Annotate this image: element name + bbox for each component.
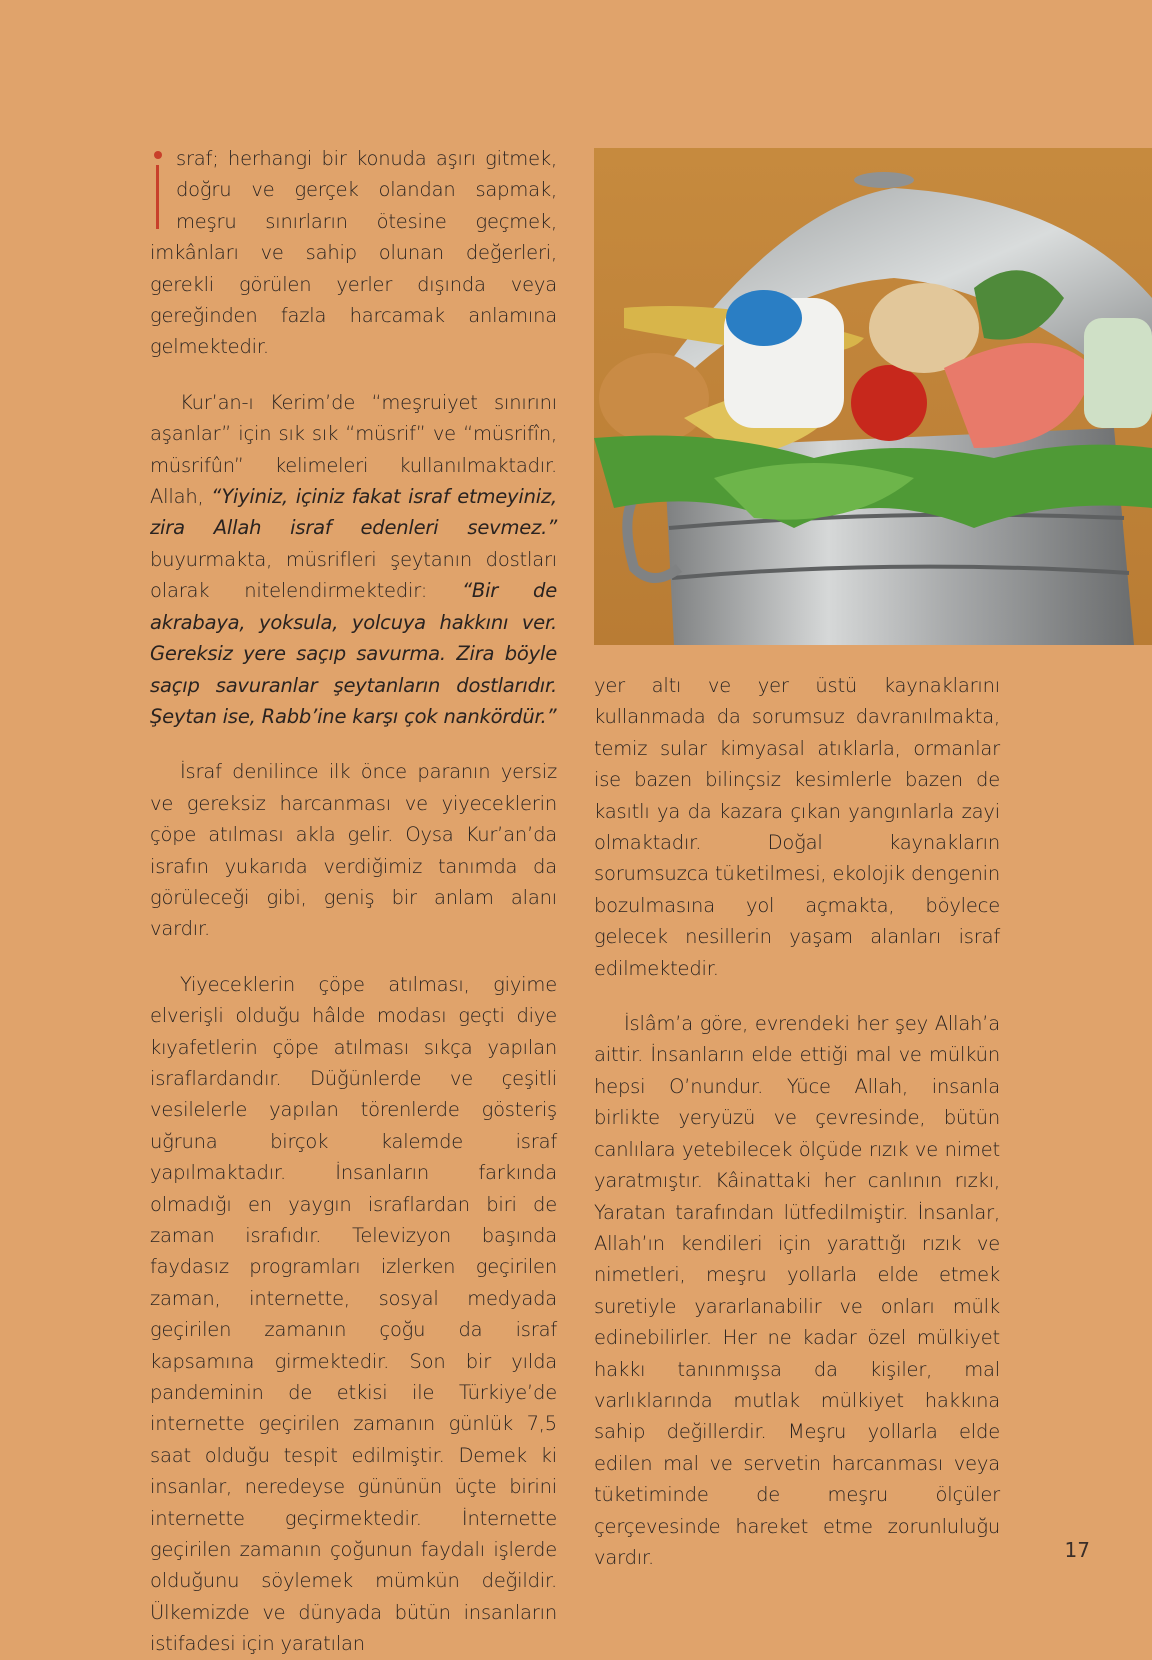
paragraph-intro-text: sraf; herhangi bir konuda aşırı gitmek, doğru ve gerçek olandan sapmak, meşru sınırların ötesine geçmek, imkânları ve sahip olunan değerleri, gerekli görülen yerler dışında veya gereğinden fazla harcamak anlamına gelmektedir. xyxy=(150,147,557,359)
paragraph-resources: yer altı ve yer üstü kaynaklarını kullanmada da sorumsuz davranılmakta, temiz sular kimyasal atıklarla, ormanlar ise bazen bilinçsiz kesimlerle bazen de kasıtlı ya da kazara çıkan yangınlarla zayi olmaktadır. Doğal kaynakların sorumsuzca tüketilmesi, ekolojik dengenin bozulmasına yol açmakta, böylece gelecek nesillerin yaşam alanları israf edilmektedir. xyxy=(594,674,1000,980)
quote-verse-1: “Yiyiniz, içiniz fakat israf etmeyiniz, zira Allah israf edenleri sevmez.” xyxy=(150,485,558,540)
food-waste-illustration xyxy=(594,148,1152,645)
paragraph-islam: İslâm’a göre, evrendeki her şey Allah’a aittir. İnsanların elde ettiği mal ve mülkün hepsi O’nundur. Yüce Allah, insanla birlikte yeryüzü ve çevresinde, bütün canlılara yetebilecek ölçüde rızık ve nimet yaratmıştır. Kâinattaki her canlının rızkı, Yaratan tarafından lütfedilmiştir. İnsanlar, Allah’ın kendileri için yarattığı rızık ve nimetleri, meşru yollarla elde etmek suretiyle yararlanabilir ve onları mülk edinebilirler. Her ne kadar özel mülkiyet hakkı tanınmışsa da kişiler, mal varlıklarında mutlak mülkiyet hakkına sahip değillerdir. Meşru yollarla elde edilen mal ve servetin harcanması veya tüketiminde de meşru ölçüler çerçevesinde hareket etme zorunluluğu vardır. xyxy=(594,1012,1000,1569)
quote-verse-2: “Bir de akrabaya, yoksula, yolcuya hakkını ver. Gereksiz yere saçıp savurma. Zira böyle saçıp savuranlar şeytanların dostlarıdır. Şeytan ise, Rabb’ine karşı çok nankördür.” xyxy=(150,579,557,728)
paragraph-quran-text-b: buyurmakta, müsrifleri şeytanın dostları olarak nitelendirmektedir: xyxy=(150,547,557,603)
drop-cap-dot xyxy=(154,151,162,159)
paragraph-intro xyxy=(150,143,557,363)
paragraph-quran xyxy=(150,387,557,732)
paragraph-meaning: İsraf denilince ilk önce paranın yersiz ve gereksiz harcanması ve yiyeceklerin çöpe atılması akla gelir. Oysa Kur’an’da israfın yukarıda verdiğimiz tanımda da görüleceği gibi, geniş bir anlam alanı vardır. xyxy=(150,760,557,941)
paragraph-examples: Yiyeceklerin çöpe atılması, giyime elverişli olduğu hâlde modası geçti diye kıyafetlerin çöpe atılması sıkça yapılan israflardandır. Düğünlerde ve çeşitli vesilelerle yapılan törenlerde gösteriş uğruna birçok kalemde israf yapılmaktadır. İnsanların farkında olmadığı en yaygın israflardan biri de zaman israfıdır. Televizyon başında faydasız programları izlerken geçirilen zaman, internette, sosyal medyada geçirilen zamanın çoğu da israf kapsamına girmektedir. Son bir yılda pandeminin de etkisi ile Türkiye’de internette geçirilen zamanın günlük 7,5 saat olduğu tespit edilmiştir. Demek ki insanlar, neredeyse gününün üçte birini internette geçirmektedir. İnternette geçirilen zamanın çoğunun faydalı işlerde olduğunu söylemek mümkün değildir. Ülkemizde ve dünyada bütün insanların istifadesi için yaratılan xyxy=(150,972,557,1656)
drop-cap-initial xyxy=(150,143,170,235)
right-column xyxy=(594,670,1000,1573)
food-waste-trash-can-icon xyxy=(594,148,1152,645)
paragraph-quran-text-a: Kur’an-ı Kerim’de “meşruiyet sınırını aşanlar” için sık sık “müsrif” ve “müsrifîn, müsrifûn” kelimeleri kullanılmaktadır. Allah, xyxy=(150,390,557,509)
drop-cap-bar xyxy=(156,165,159,229)
left-column xyxy=(150,143,557,1660)
page-number: 17 xyxy=(1064,1538,1090,1562)
